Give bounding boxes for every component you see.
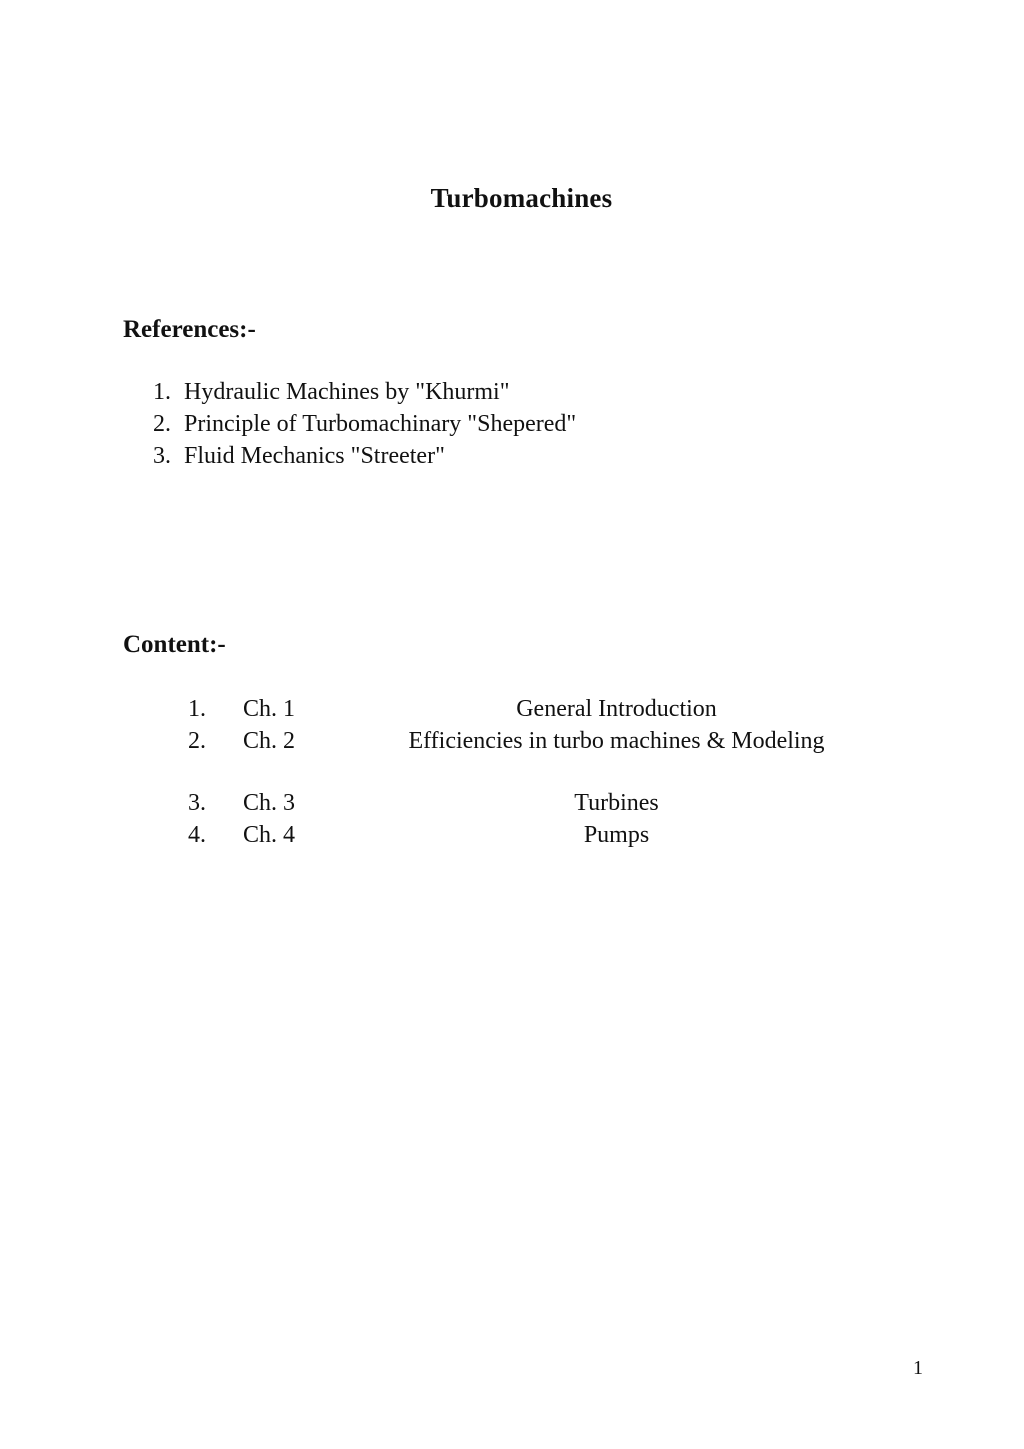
reference-text: Fluid Mechanics "Streeter"	[184, 443, 445, 469]
reference-text: Principle of Turbomachinary "Shepered"	[184, 411, 577, 437]
reference-number: 1.	[153, 379, 171, 405]
content-item-chapter: Ch. 1	[243, 696, 296, 722]
content-item	[188, 693, 922, 725]
content-item-title: Turbines	[574, 790, 659, 816]
references-list	[153, 376, 576, 472]
page-number: 1	[913, 1357, 923, 1379]
document-title: Turbomachines	[430, 183, 613, 213]
content-item-title: Efficiencies in turbo machines & Modeling	[408, 728, 825, 754]
content-heading: Content:-	[123, 631, 226, 658]
reference-number: 2.	[153, 411, 171, 437]
reference-number: 3.	[153, 443, 171, 469]
content-item-title: General Introduction	[516, 696, 717, 722]
content-item-number: 4.	[188, 822, 206, 848]
reference-item	[153, 440, 576, 472]
reference-item	[153, 376, 576, 408]
content-item-number: 1.	[188, 696, 206, 722]
content-item	[188, 725, 922, 757]
reference-item	[153, 408, 576, 440]
content-item-number: 3.	[188, 790, 206, 816]
reference-text: Hydraulic Machines by "Khurmi"	[184, 379, 510, 405]
content-item	[188, 787, 922, 819]
content-list	[188, 693, 922, 851]
content-item	[188, 819, 922, 851]
content-item-number: 2.	[188, 728, 206, 754]
content-item-chapter: Ch. 2	[243, 728, 296, 754]
references-heading: References:-	[123, 316, 256, 343]
content-item-chapter: Ch. 4	[243, 822, 296, 848]
content-item-title: Pumps	[583, 822, 650, 848]
content-item-chapter: Ch. 3	[243, 790, 296, 816]
